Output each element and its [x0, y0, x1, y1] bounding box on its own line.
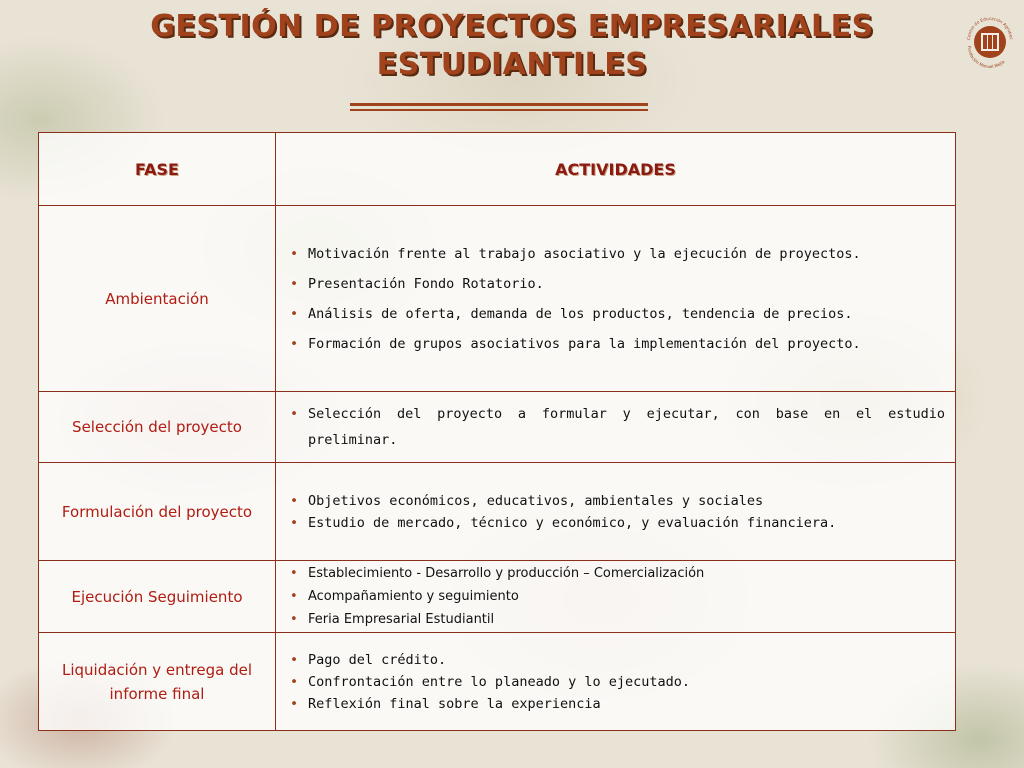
title-underline — [350, 103, 648, 106]
actividades-cell — [276, 633, 956, 731]
page-title — [0, 8, 1024, 84]
header-actividades: ACTIVIDADES — [276, 133, 956, 206]
activity-list — [286, 401, 945, 453]
table-row-ambientacion — [39, 206, 956, 392]
activity-list — [286, 649, 945, 715]
fase-cell: Selección del proyecto — [39, 392, 276, 463]
table-row-liquidacion — [39, 633, 956, 731]
activity-item: • Motivación frente al trabajo asociativo y la ejecución de proyectos. — [286, 239, 945, 269]
activity-list — [286, 490, 945, 534]
logo-text-bottom: Fundación Manuel Mejía — [966, 45, 1006, 70]
activity-item: • Acompañamiento y seguimiento — [286, 585, 945, 608]
phases-table — [38, 132, 956, 731]
actividades-cell — [276, 206, 956, 392]
actividades-cell — [276, 463, 956, 561]
activity-item: • Feria Empresarial Estudiantil — [286, 608, 945, 631]
activity-item: • Confrontación entre lo planeado y lo ejecutado. — [286, 671, 945, 693]
header-fase: FASE — [39, 133, 276, 206]
activity-list — [286, 239, 945, 359]
activity-item: • Reflexión final sobre la experiencia — [286, 693, 945, 715]
page-title-line-2: ESTUDIANTILES — [376, 47, 648, 82]
fase-cell: Ejecución Seguimiento — [39, 561, 276, 633]
fase-cell: Liquidación y entrega del informe final — [39, 633, 276, 731]
actividades-cell — [276, 561, 956, 633]
fase-cell: Formulación del proyecto — [39, 463, 276, 561]
activity-item: • Estudio de mercado, técnico y económico, y evaluación financiera. — [286, 512, 945, 534]
activity-item: • Presentación Fondo Rotatorio. — [286, 269, 945, 299]
activity-item: • Pago del crédito. — [286, 649, 945, 671]
actividades-cell — [276, 392, 956, 463]
logo-text-top: Centro de Educación Agropec — [965, 15, 1015, 41]
table-row-seleccion — [39, 392, 956, 463]
activity-item: • Selección del proyecto a formular y ejecutar, con base en el estudio preliminar. — [286, 401, 945, 453]
page-title-line-1: GESTIÓN DE PROYECTOS EMPRESARIALES — [150, 9, 874, 44]
logo-emblem — [962, 6, 1018, 74]
activity-item: • Análisis de oferta, demanda de los productos, tendencia de precios. — [286, 299, 945, 329]
activity-item: • Establecimiento - Desarrollo y producción – Comercialización — [286, 562, 945, 585]
table-row-ejecucion — [39, 561, 956, 633]
title-underline-secondary — [350, 109, 648, 111]
activity-item: • Formación de grupos asociativos para la implementación del proyecto. — [286, 329, 945, 359]
table-row-formulacion — [39, 463, 956, 561]
activity-list — [286, 562, 945, 631]
table-header-row — [39, 133, 956, 206]
fase-cell: Ambientación — [39, 206, 276, 392]
activity-item: • Objetivos económicos, educativos, ambientales y sociales — [286, 490, 945, 512]
